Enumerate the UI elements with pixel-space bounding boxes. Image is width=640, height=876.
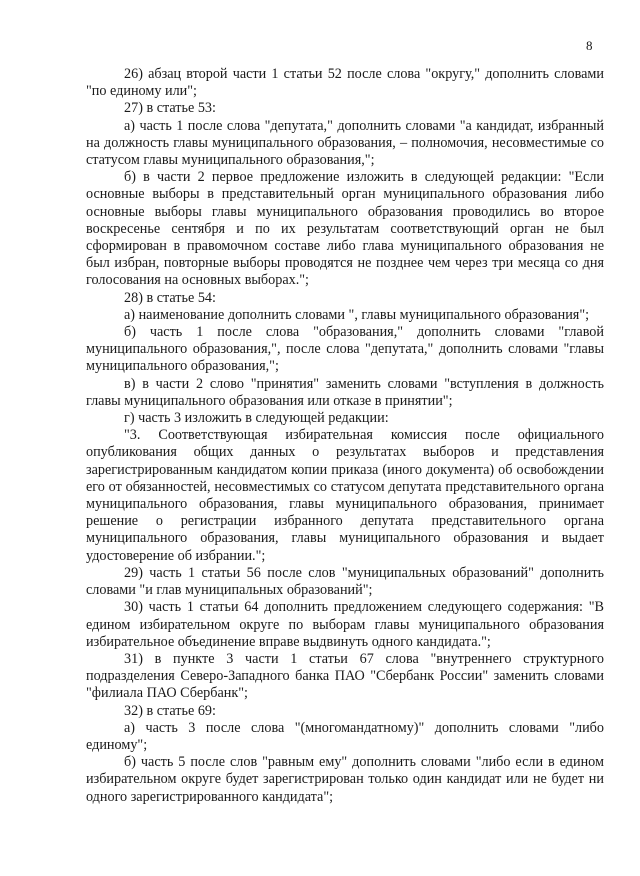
paragraph-30: 30) часть 1 статьи 64 дополнить предложением следующего содержания: "В едином избирательном округе по выборам главы муниципального образования избирательное объединение вправе выдвинуть одного кандидата."; (86, 599, 604, 650)
paragraph-27a: а) часть 1 после слова "депутата," дополнить словами "а кандидат, избранный на должность главы муниципального образования, – полномочия, несовместимые со статусом главы муниципального образования,"; (86, 117, 604, 169)
paragraph-26: 26) абзац второй части 1 статьи 52 после слова "округу," дополнить словами "по единому или"; (86, 66, 604, 100)
document-body (86, 66, 604, 806)
paragraph-29: 29) часть 1 статьи 56 после слов "муниципальных образований" дополнить словами "и глав муниципальных образований"; (86, 564, 604, 599)
paragraph-27b: б) в части 2 первое предложение изложить в следующей редакции: "Если основные выборы в представительный орган муниципального образования либо основные выборы главы муниципального образования проводились во второе воскресенье сентября и по их результатам соответствующий орган не был сформирован в правомочном составе либо глава муниципального образования не был избран, повторные выборы проводятся не позднее чем через три месяца со дня голосования на основных выборах."; (86, 169, 604, 289)
paragraph-28g: г) часть 3 изложить в следующей редакции: (124, 410, 389, 427)
paragraph-28b: б) часть 1 после слова "образования," дополнить словами "главой муниципального образования,", после слова "депутата," дополнить словами "главы муниципального образования,"; (86, 324, 604, 375)
paragraph-28a: а) наименование дополнить словами ", главы муниципального образования"; (124, 306, 590, 323)
paragraph-32b: б) часть 5 после слов "равным ему" дополнить словами "либо если в едином избирательном округе будет зарегистрирован только один кандидат или не будет ни одного зарегистрированного кандидата"; (86, 754, 604, 805)
paragraph-28: 28) в статье 54: (124, 289, 216, 306)
paragraph-32: 32) в статье 69: (124, 702, 216, 719)
paragraph-31: 31) в пункте 3 части 1 статьи 67 слова "внутреннего структурного подразделения Северо-Западного банка ПАО "Сбербанк России" заменить словами "филиала ПАО Сбербанк"; (86, 650, 604, 702)
paragraph-28v: в) в части 2 слово "принятия" заменить словами "вступления в должность главы муниципального образования или отказе в принятии"; (86, 375, 604, 409)
paragraph-27: 27) в статье 53: (124, 100, 216, 117)
paragraph-32a: а) часть 3 после слова "(многомандатному)" дополнить словами "либо единому"; (86, 719, 604, 753)
page-number: 8 (586, 38, 593, 53)
paragraph-28g-text: "3. Соответствующая избирательная комиссия после официального опубликования общих данных о результатах выборов и представления зарегистрированным кандидатом копии приказа (иного документа) об освобождении его от обязанностей, несовместимых со статусом депутата представительного органа муниципального образования, главы муниципального образования, принимает решение о регистрации избранного депутата представительного органа муниципального образования, главы муниципального образования и выдает удостоверение об избрании."; (86, 427, 604, 564)
